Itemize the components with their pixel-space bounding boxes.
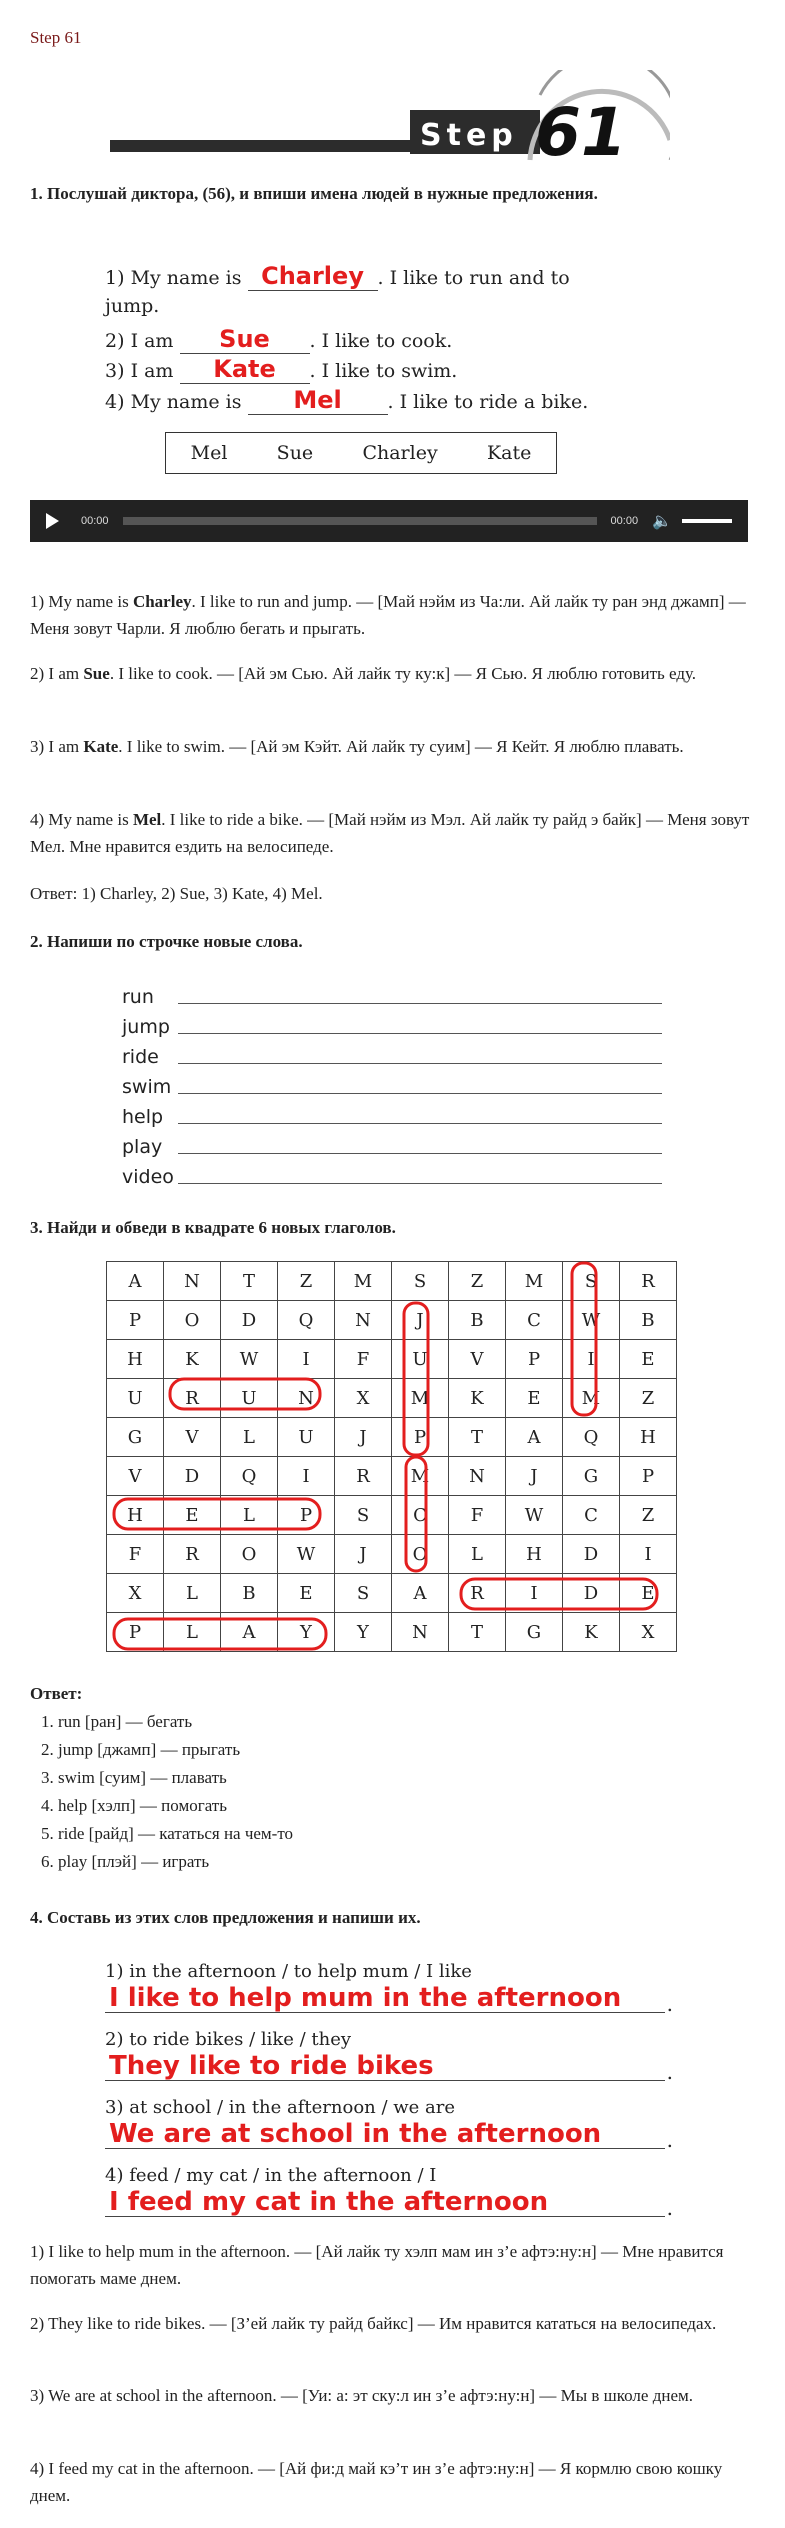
word-box [165, 432, 557, 474]
grid-cell[interactable]: I [620, 1535, 677, 1574]
t: Charley [132, 592, 192, 611]
grid-cell[interactable]: W [221, 1340, 278, 1379]
grid-cell[interactable]: U [392, 1340, 449, 1379]
line-word: play [122, 1136, 163, 1158]
grid-cell[interactable]: P [107, 1613, 164, 1652]
s3-num: 3) [105, 360, 125, 382]
answer-item: 6. play [плэй] — играть [58, 1848, 293, 1876]
grid-cell[interactable]: L [164, 1574, 221, 1613]
word-option: Charley [362, 442, 438, 464]
task4-item-1 [105, 1960, 665, 2013]
s4-answer[interactable]: Mel [248, 386, 388, 415]
writing-line [122, 1158, 662, 1188]
answer-item: 5. ride [райд] — кататься на чем-то [58, 1820, 293, 1848]
grid-cell[interactable]: H [620, 1418, 677, 1457]
t: Kate [83, 737, 119, 756]
task3-answer-title: Ответ: [30, 1684, 83, 1703]
expl1-answer: Ответ: 1) Charley, 2) Sue, 3) Kate, 4) Mel. [30, 884, 323, 903]
grid-cell[interactable]: M [335, 1262, 392, 1301]
s4-post: . I like to ride a bike. [387, 391, 589, 413]
grid-cell[interactable]: L [164, 1613, 221, 1652]
s1-post: . I like to run and to [377, 267, 570, 289]
breadcrumb[interactable]: Step 61 [30, 28, 82, 47]
t: Sue [83, 664, 110, 683]
writing-line [122, 1038, 662, 1068]
s1-pre: My name is [130, 267, 242, 289]
grid-cell[interactable]: I [563, 1340, 620, 1379]
grid-row [107, 1340, 677, 1379]
grid-cell[interactable]: F [449, 1496, 506, 1535]
grid-cell[interactable]: X [335, 1379, 392, 1418]
line-word: swim [122, 1076, 172, 1098]
grid-cell[interactable]: I [278, 1457, 335, 1496]
grid-cell[interactable]: Y [335, 1613, 392, 1652]
grid-cell[interactable]: D [221, 1301, 278, 1340]
task1-title: 1. Послушай диктора, (56), и впиши имена людей в нужные предложения. [30, 184, 598, 203]
question: in the afternoon / to help mum / I like [129, 1961, 472, 1982]
t: . I like to ride a bike. — [Май нэйм из Мэл. Ай лайк ту райд э байк] — Меня зовут Мел. Мне нравится ездить на велосипеде. [30, 810, 750, 856]
grid-cell[interactable]: B [449, 1301, 506, 1340]
grid-row [107, 1574, 677, 1613]
grid-cell[interactable]: V [164, 1418, 221, 1457]
grid-cell[interactable]: L [449, 1535, 506, 1574]
s2-pre: I am [130, 330, 174, 352]
grid-cell[interactable]: H [506, 1535, 563, 1574]
step-banner-word: Step [420, 118, 518, 153]
grid-cell[interactable]: Z [620, 1496, 677, 1535]
grid-cell[interactable]: Q [278, 1301, 335, 1340]
grid-cell[interactable]: M [392, 1457, 449, 1496]
line-word: run [122, 986, 154, 1008]
s4-num: 4) [105, 391, 125, 413]
word-option: Kate [486, 442, 532, 464]
num: 2) [105, 2029, 124, 2050]
grid-cell[interactable]: X [620, 1613, 677, 1652]
grid-cell[interactable]: J [335, 1418, 392, 1457]
writing-line [122, 1128, 662, 1158]
grid-cell[interactable]: P [392, 1418, 449, 1457]
expl1-para-3 [30, 733, 750, 760]
grid-cell[interactable]: E [506, 1379, 563, 1418]
line-word: jump [122, 1016, 170, 1038]
grid-cell[interactable]: A [392, 1574, 449, 1613]
grid-cell[interactable]: L [221, 1496, 278, 1535]
task4-expl-2: 2) They like to ride bikes. — [З’ей лайк ту райд байкс] — Им нравится кататься на велосипедах. [30, 2314, 717, 2333]
grid-cell[interactable]: J [392, 1301, 449, 1340]
grid-cell[interactable]: Q [221, 1457, 278, 1496]
answer-line[interactable]: They like to ride bikes . [105, 2052, 665, 2081]
task1-sentence-3 [105, 355, 685, 385]
grid-cell[interactable]: R [164, 1535, 221, 1574]
t: . I like to swim. — [Ай эм Кэйт. Ай лайк ту суим] — Я Кейт. Я люблю плавать. [118, 737, 684, 756]
step-banner-number: 61 [535, 94, 627, 165]
s3-post: . I like to swim. [309, 360, 458, 382]
word-search-grid [106, 1261, 677, 1652]
grid-row [107, 1496, 677, 1535]
writing-line [122, 1098, 662, 1128]
answer-item: 2. jump [джамп] — прыгать [58, 1736, 293, 1764]
num: 4) [105, 2165, 124, 2186]
t: 4) My name is [30, 810, 133, 829]
grid-cell[interactable]: S [335, 1496, 392, 1535]
grid-cell[interactable]: A [107, 1262, 164, 1301]
s3-answer[interactable]: Kate [180, 355, 310, 384]
task4-item-3 [105, 2096, 665, 2149]
seek-bar[interactable] [123, 517, 597, 525]
grid-cell[interactable]: T [449, 1613, 506, 1652]
t: . I like to cook. — [Ай эм Сью. Ай лайк ту ку:к] — Я Сью. Я люблю готовить еду. [109, 664, 697, 683]
task4-expl-1: 1) I like to help mum in the afternoon. — [Ай лайк ту хэлп мам ин з’е афтэ:ну:н] — Мне нравится помогать маме днем. [30, 2242, 724, 2288]
grid-cell[interactable]: P [107, 1301, 164, 1340]
t: . I like to run and jump. — [Май нэйм из Ча:ли. Ай лайк ту ран энд джамп] — Меня зовут Чарли. Я люблю бегать и прыгать. [30, 592, 746, 638]
grid-cell[interactable]: H [107, 1496, 164, 1535]
grid-row [107, 1418, 677, 1457]
answer-line[interactable]: I like to help mum in the afternoon . [105, 1984, 665, 2013]
line-word: help [122, 1106, 164, 1128]
grid-cell[interactable]: C [563, 1496, 620, 1535]
s2-num: 2) [105, 330, 125, 352]
grid-cell[interactable]: P [278, 1496, 335, 1535]
line-word: ride [122, 1046, 159, 1068]
volume-slider[interactable] [682, 519, 732, 523]
writing-line [122, 1068, 662, 1098]
task2-title: 2. Напиши по строчке новые слова. [30, 932, 303, 951]
grid-cell[interactable]: G [563, 1457, 620, 1496]
grid-cell[interactable]: A [221, 1613, 278, 1652]
word-option: Mel [190, 442, 228, 464]
grid-cell[interactable]: W [278, 1535, 335, 1574]
grid-cell[interactable]: R [620, 1262, 677, 1301]
grid-cell[interactable]: I [278, 1340, 335, 1379]
grid-cell[interactable]: V [449, 1340, 506, 1379]
grid-cell[interactable]: A [506, 1418, 563, 1457]
grid-cell[interactable]: N [392, 1613, 449, 1652]
expl1-para-4 [30, 806, 750, 860]
grid-row [107, 1262, 677, 1301]
grid-cell[interactable]: C [506, 1301, 563, 1340]
grid-cell[interactable]: D [563, 1535, 620, 1574]
grid-cell[interactable]: W [563, 1301, 620, 1340]
answer-item: 4. help [хэлп] — помогать [58, 1792, 293, 1820]
grid-cell[interactable]: P [620, 1457, 677, 1496]
expl1-para-2 [30, 660, 750, 687]
s4-pre: My name is [130, 391, 242, 413]
s1-answer[interactable]: Charley [248, 262, 378, 291]
grid-cell[interactable]: Y [278, 1613, 335, 1652]
grid-cell[interactable]: U [107, 1379, 164, 1418]
grid-cell[interactable]: E [164, 1496, 221, 1535]
task3-title: 3. Найди и обведи в квадрате 6 новых глаголов. [30, 1218, 396, 1237]
grid-cell[interactable]: Q [563, 1418, 620, 1457]
grid-cell[interactable]: N [164, 1262, 221, 1301]
grid-cell[interactable]: J [506, 1457, 563, 1496]
s1-num: 1) [105, 267, 125, 289]
question: to ride bikes / like / they [129, 2029, 352, 2050]
num: 1) [105, 1961, 124, 1982]
task4-item-2 [105, 2028, 665, 2081]
grid-cell[interactable]: F [335, 1340, 392, 1379]
grid-cell[interactable]: H [107, 1340, 164, 1379]
grid-cell[interactable]: S [335, 1574, 392, 1613]
grid-row [107, 1457, 677, 1496]
s3-pre: I am [130, 360, 174, 382]
t: Mel [132, 810, 162, 829]
task1-sentence-2 [105, 325, 685, 355]
grid-cell[interactable]: P [506, 1340, 563, 1379]
grid-cell[interactable]: K [563, 1613, 620, 1652]
grid-cell[interactable]: Z [449, 1262, 506, 1301]
grid-row [107, 1301, 677, 1340]
task3-answers [58, 1708, 293, 1876]
grid-cell[interactable]: M [392, 1379, 449, 1418]
task4-title: 4. Составь из этих слов предложения и напиши их. [30, 1908, 421, 1927]
grid-cell[interactable]: G [107, 1418, 164, 1457]
duration: 00:00 [610, 515, 639, 527]
s2-answer[interactable]: Sue [180, 325, 310, 354]
grid-cell[interactable]: N [335, 1301, 392, 1340]
answer-item: 3. swim [суим] — плавать [58, 1764, 293, 1792]
grid-cell[interactable]: N [278, 1379, 335, 1418]
s2-post: . I like to cook. [309, 330, 453, 352]
grid-cell[interactable]: D [563, 1574, 620, 1613]
task4-item-4 [105, 2164, 665, 2217]
writing-line [122, 1008, 662, 1038]
question: at school / in the afternoon / we are [129, 2097, 456, 2118]
audio-player [30, 500, 748, 542]
grid-cell[interactable]: Z [278, 1262, 335, 1301]
grid-row [107, 1613, 677, 1652]
grid-cell[interactable]: K [164, 1340, 221, 1379]
volume-icon[interactable]: 🔈 [652, 513, 672, 530]
grid-cell[interactable]: J [335, 1535, 392, 1574]
grid-cell[interactable]: B [620, 1301, 677, 1340]
grid-cell[interactable]: D [164, 1457, 221, 1496]
grid-cell[interactable]: E [620, 1340, 677, 1379]
num: 3) [105, 2097, 124, 2118]
grid-cell[interactable]: O [164, 1301, 221, 1340]
line-word: video [122, 1166, 174, 1188]
grid-cell[interactable]: U [221, 1379, 278, 1418]
step-banner [110, 70, 670, 165]
s1-cont: jump. [105, 295, 160, 317]
expl1-para-1 [30, 588, 750, 642]
grid-cell[interactable]: N [449, 1457, 506, 1496]
t: 1) My name is [30, 592, 133, 611]
t: 3) I am [30, 737, 84, 756]
writing-line [122, 978, 662, 1008]
grid-cell[interactable]: O [221, 1535, 278, 1574]
grid-row [107, 1379, 677, 1418]
t: 2) I am [30, 664, 84, 683]
grid-cell[interactable]: L [221, 1418, 278, 1457]
grid-cell[interactable]: R [335, 1457, 392, 1496]
grid-cell[interactable]: Z [620, 1379, 677, 1418]
grid-cell[interactable]: U [278, 1418, 335, 1457]
grid-cell[interactable]: E [278, 1574, 335, 1613]
answer-line[interactable]: We are at school in the afternoon . [105, 2120, 665, 2149]
grid-cell[interactable]: G [506, 1613, 563, 1652]
grid-row [107, 1535, 677, 1574]
grid-cell[interactable]: R [449, 1574, 506, 1613]
play-icon[interactable] [46, 513, 59, 529]
task1-sentence-4 [105, 386, 685, 416]
grid-cell[interactable]: F [107, 1535, 164, 1574]
grid-cell[interactable]: S [392, 1262, 449, 1301]
grid-cell[interactable]: O [392, 1535, 449, 1574]
grid-cell[interactable]: T [221, 1262, 278, 1301]
grid-cell[interactable]: K [449, 1379, 506, 1418]
writing-lines [122, 978, 662, 1188]
grid-cell[interactable]: E [620, 1574, 677, 1613]
grid-cell[interactable]: T [449, 1418, 506, 1457]
task4-expl-4: 4) I feed my cat in the afternoon. — [Ай фи:д май кэ’т ин з’е афтэ:ну:н] — Я кормлю свою кошку днем. [30, 2459, 723, 2505]
grid-cell[interactable]: V [107, 1457, 164, 1496]
question: feed / my cat / in the afternoon / I [129, 2165, 437, 2186]
answer-line[interactable]: I feed my cat in the afternoon . [105, 2188, 665, 2217]
grid-cell[interactable]: M [506, 1262, 563, 1301]
grid-cell[interactable]: W [506, 1496, 563, 1535]
task4-expl-3: 3) We are at school in the afternoon. — [Уи: а: эт ску:л ин з’е афтэ:ну:н] — Мы в школе днем. [30, 2386, 693, 2405]
grid-cell[interactable]: I [506, 1574, 563, 1613]
answer-item: 1. run [ран] — бегать [58, 1708, 293, 1736]
word-option: Sue [276, 442, 314, 464]
grid-cell[interactable]: R [164, 1379, 221, 1418]
grid-cell[interactable]: B [221, 1574, 278, 1613]
grid-cell[interactable]: S [563, 1262, 620, 1301]
current-time: 00:00 [81, 515, 109, 527]
grid-cell[interactable]: C [392, 1496, 449, 1535]
grid-cell[interactable]: X [107, 1574, 164, 1613]
task1-sentence-1 [105, 262, 685, 320]
grid-cell[interactable]: M [563, 1379, 620, 1418]
